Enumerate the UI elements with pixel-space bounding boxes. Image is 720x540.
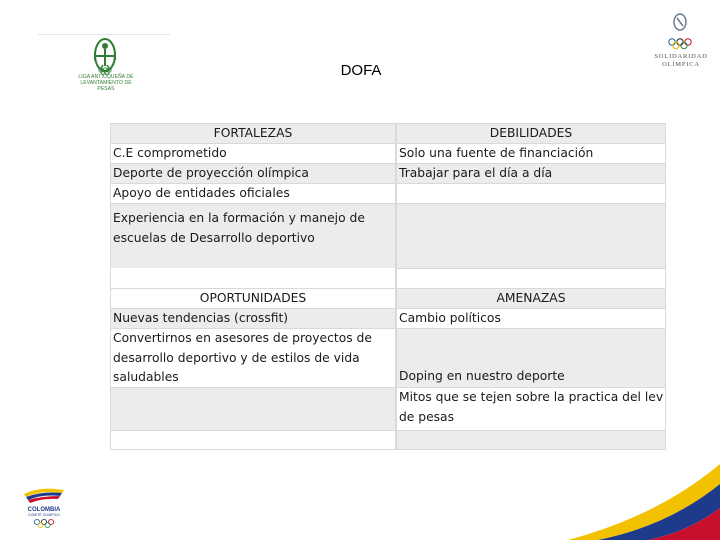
fortalezas-item: C.E comprometido xyxy=(111,144,395,163)
colombia-olympic-logo xyxy=(18,484,70,532)
solidaridad-olimpica-text xyxy=(645,53,717,69)
fortalezas-header: FORTALEZAS xyxy=(111,124,395,143)
comite-olimpico-label: COMITÉ OLÍMPICO xyxy=(28,513,60,517)
header-divider-line xyxy=(38,34,170,35)
amenazas-item: Doping en nuestro deporte xyxy=(397,329,665,387)
colombia-label: COLOMBIA xyxy=(27,507,61,513)
amenazas-header: AMENAZAS xyxy=(397,289,665,308)
fortalezas-item: Deporte de proyección olímpica xyxy=(111,164,395,183)
debilidades-item: Solo una fuente de financiación xyxy=(397,144,665,163)
liga-pesas-logo-text: LIGA ANTIOQUEÑA DE LEVANTAMIENTO DE PESAS xyxy=(78,74,134,92)
empty-cell xyxy=(397,431,665,449)
empty-cell xyxy=(397,184,665,203)
fortalezas-item: Apoyo de entidades oficiales xyxy=(111,184,395,203)
empty-cell xyxy=(397,269,665,288)
oportunidades-header: OPORTUNIDADES xyxy=(111,289,395,308)
debilidades-item: Trabajar para el día a día xyxy=(397,164,665,183)
solidaridad-label: SOLIDARIDAD xyxy=(654,53,708,60)
flag-swoosh-decoration xyxy=(568,456,720,540)
fortalezas-item: Experiencia en la formación y manejo de escuelas de Desarrollo deportivo xyxy=(111,204,395,268)
olimpica-label: OLÍMPICA xyxy=(662,61,700,68)
amenazas-item: Mitos que se tejen sobre la practica del lev de pesas xyxy=(397,388,665,430)
amenazas-item: Cambio políticos xyxy=(397,309,665,328)
oportunidades-item: Nuevas tendencias (crossfit) xyxy=(111,309,395,328)
dofa-table xyxy=(110,123,666,450)
empty-cell xyxy=(111,431,395,449)
empty-cell xyxy=(397,204,665,268)
page-title: DOFA xyxy=(340,62,382,79)
empty-cell xyxy=(111,388,395,430)
empty-cell xyxy=(111,268,395,288)
debilidades-header: DEBILIDADES xyxy=(397,124,665,143)
oportunidades-item: Convertirnos en asesores de proyectos de desarrollo deportivo y de estilos de vida saludables xyxy=(111,329,395,387)
